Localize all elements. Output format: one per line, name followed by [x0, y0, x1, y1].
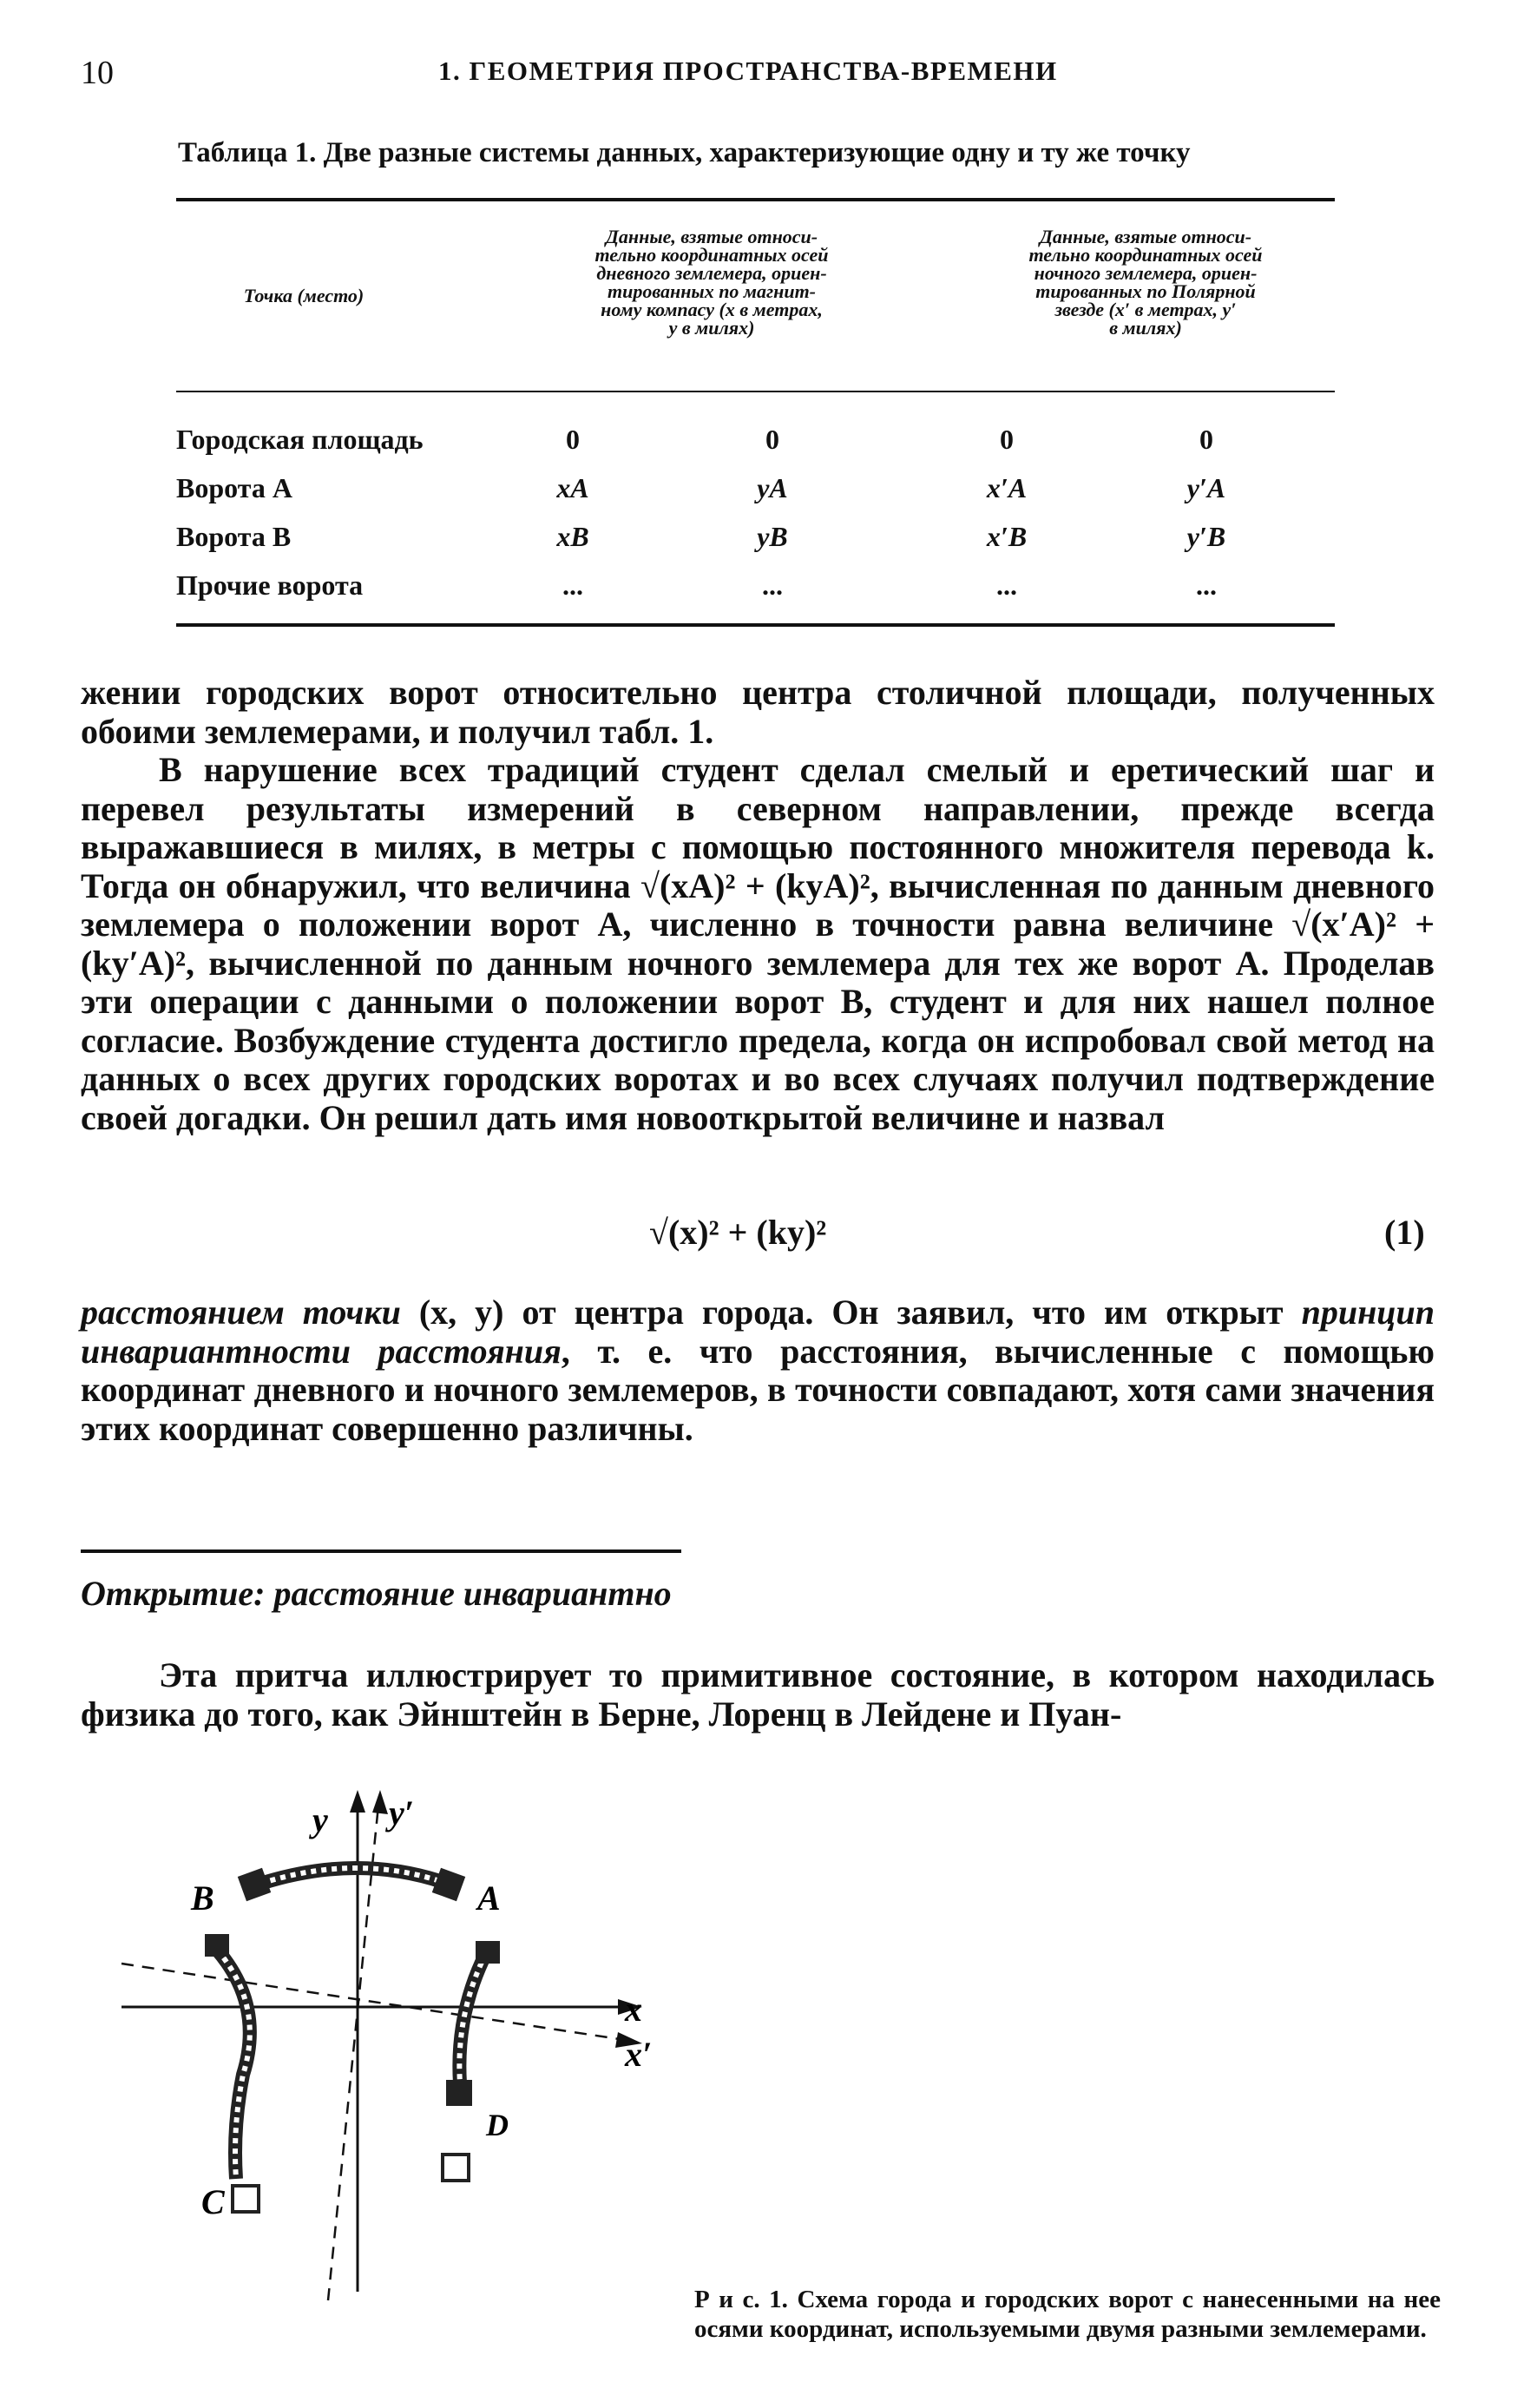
table-header-rule [176, 391, 1335, 392]
table-cell: x′A [986, 472, 1028, 503]
x-prime-axis [122, 1964, 625, 2040]
table-cell: y′A [1186, 472, 1226, 503]
table-cell: ... [562, 569, 583, 601]
paragraph-text: , т. е. что расстояния, вычисленные с помощью координат дневного и ночного землемеров, в точности совпадают, хотя сами значения этих координат совершенно различны. [81, 1331, 1435, 1448]
paragraph-student-discovery: В нарушение всех традиций студент сделал смелый и еретический шаг и перевел результаты измерений в северном направлении, прежде всегда выражавшиеся в милях, в метры с помощью постоянного множителя перевода k. Тогда он обнаружил, что величина √(xA)² + (kyA)², вычисленная по данным дневного землемера о положении ворот A, численно в точности равна величине √(x′A)² + (ky′A)², вычисленной по данным ночного землемера для тех же ворот A. Проделав эти операции с данными о положении ворот B, студент и для них нашел полное согласие. Возбуждение студента достигло предела, когда он испробовал свой метод на данных о всех других городских воротах и во всех случаях получил подтверждение своей догадки. Он решил дать имя новооткрытой величине и назвал [81, 750, 1435, 1137]
equation-distance: √(x)² + (ky)² [649, 1213, 827, 1252]
gate-east-upper [476, 1941, 500, 1964]
table-cell: y′B [1186, 521, 1226, 552]
label-d: D [486, 2108, 509, 2142]
section-title: Открытие: расстояние инвариантно [81, 1574, 672, 1613]
paragraph-text: (x, y) от центра города. Он заявил, что им открыт [400, 1293, 1302, 1332]
table-cell: 0 [765, 424, 779, 455]
label-x: x [625, 1990, 642, 2029]
table-cell: ... [1196, 569, 1217, 601]
table-bottom-rule [176, 623, 1335, 627]
table-cell: yA [757, 472, 788, 503]
label-b: B [191, 1878, 214, 1918]
label-c: C [201, 2182, 225, 2221]
gate-a [432, 1868, 465, 1901]
label-y-prime: y′ [389, 1793, 415, 1832]
table-cell: x′B [986, 521, 1028, 552]
table-row-label: Городская площадь [176, 424, 424, 455]
table-header-day-surveyor: Данные, взятые относи- тельно координатных осей дневного землемера, ориен- тированных по магнит- ному компасу (x в метрах, y в милях) [594, 226, 829, 339]
table-row-label: Ворота B [176, 521, 292, 552]
gate-d [446, 2080, 472, 2106]
figure-caption: Р и с. 1. Схема города и городских ворот с нанесенными на нее осями координат, используемыми двумя разными землемерами. [694, 2286, 1441, 2343]
section-rule [81, 1549, 681, 1553]
equation-number: (1) [1384, 1213, 1425, 1252]
table-cell: ... [762, 569, 783, 601]
gate-e [443, 2155, 469, 2181]
table-row-label: Ворота A [176, 472, 292, 503]
label-y: y [312, 1800, 328, 1839]
paragraph-invariance-principle [81, 1293, 1435, 1448]
paragraph-continuation: жении городских ворот относительно центра столичной площади, полученных обоими землемерами, и получил табл. 1. [81, 673, 1435, 751]
table-row-label: Прочие ворота [176, 569, 364, 601]
y-axis-arrow [350, 1790, 365, 1813]
gate-b [238, 1868, 271, 1901]
page-number: 10 [81, 55, 114, 91]
table-header-night-surveyor: Данные, взятые относи- тельно координатных осей ночного землемера, ориен- тированных по Полярной звезде (x′ в метрах, y′ в милях) [1028, 226, 1263, 339]
city-gates-diagram [104, 1780, 660, 2318]
table-cell: xA [556, 472, 589, 503]
table-cell: 0 [1000, 424, 1014, 455]
wall-west [217, 1950, 250, 2179]
table-cell: xB [556, 521, 589, 552]
running-head: 1. ГЕОМЕТРИЯ ПРОСТРАНСТВА-ВРЕМЕНИ [438, 56, 1058, 86]
y-prime-axis-arrow [372, 1790, 388, 1814]
paragraph-parable: Эта притча иллюстрирует то примитивное состояние, в котором находилась физика до того, как Эйнштейн в Берне, Лоренц в Лейдене и Пуан- [81, 1655, 1435, 1734]
gate-c [233, 2186, 259, 2212]
table-header-point: Точка (место) [243, 285, 365, 306]
gate-west-upper [205, 1934, 229, 1957]
label-x-prime: x′ [625, 2035, 653, 2074]
table-caption: Таблица 1. Две разные системы данных, характеризующие одну и ту же точку [178, 137, 1191, 168]
table-cell: 0 [1199, 424, 1213, 455]
table-cell: ... [996, 569, 1017, 601]
table-cell: yB [757, 521, 788, 552]
table-cell: 0 [566, 424, 580, 455]
label-a: A [477, 1878, 501, 1918]
term-invariance-principle: принцип инвариантности расстояния [81, 1293, 1435, 1371]
term-distance: расстоянием точки [81, 1293, 401, 1332]
y-prime-axis [328, 1806, 378, 2300]
table-top-rule [176, 198, 1335, 201]
